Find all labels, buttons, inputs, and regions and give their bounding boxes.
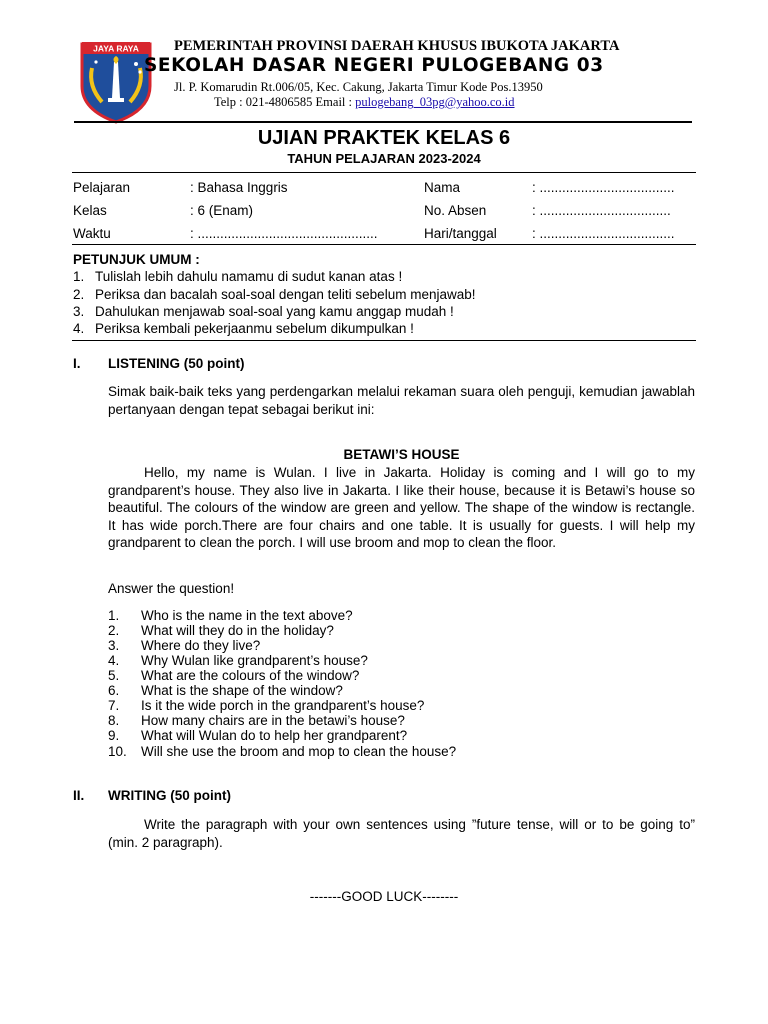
instructions-title: PETUNJUK UMUM : (73, 252, 200, 267)
letterhead-divider (74, 121, 692, 123)
instructions-divider (72, 340, 696, 341)
logo-text: JAYA RAYA (93, 43, 139, 54)
info-label-class: Kelas (73, 203, 107, 218)
question-item: 6. What is the shape of the window? (108, 683, 343, 698)
writing-instruction: Write the paragraph with your own sentences using ”future tense, will or to be going to” (min. 2 paragraph). (108, 817, 695, 850)
story-title: BETAWI’S HOUSE (343, 447, 460, 462)
question-item: 2. What will they do in the holiday? (108, 623, 334, 638)
info-label-date: Hari/tanggal (424, 226, 497, 241)
question-item: 8. How many chairs are in the betawi’s house? (108, 713, 405, 728)
info-label-time: Waktu (73, 226, 111, 241)
question-item: 4. Why Wulan like grandparent’s house? (108, 653, 368, 668)
listening-instruction: Simak baik-baik teks yang perdengarkan melalui rekaman suara oleh penguji, kemudian jawablah pertanyaan dengan tepat sebagai berikut ini: (108, 384, 695, 417)
section-number-listening: I. (73, 356, 81, 371)
story-text: Hello, my name is Wulan. I live in Jakarta. Holiday is coming and I will go to my grandparent’s house. They also live in Jakarta. I like their house, because it is Betawi’s house so beautiful. The colours of the window are green and yellow. The shape of the window is rectangle. It has wide porch.There are four chairs and one table. It is usually for guests. I will help my grandparent to clean the porch. I will use broom and mop to clean the floor. (108, 465, 695, 550)
question-item: 9. What will Wulan do to help her grandparent? (108, 728, 408, 743)
info-value-absen: : ................................... (532, 203, 671, 218)
info-label-absen: No. Absen (424, 203, 487, 218)
info-bottom-divider (72, 244, 696, 245)
question-item: 5. What are the colours of the window? (108, 668, 360, 683)
school-contact (214, 95, 515, 110)
info-top-divider (72, 172, 696, 173)
info-value-date: : .................................... (532, 226, 675, 241)
school-address: Jl. P. Komarudin Rt.006/05, Kec. Cakung, Jakarta Timur Kode Pos.13950 (174, 80, 543, 94)
info-value-name: : .................................... (532, 180, 675, 195)
good-luck-footer: -------GOOD LUCK-------- (309, 889, 459, 904)
instruction-item: 1. Tulislah lebih dahulu namamu di sudut kanan atas ! (73, 269, 403, 284)
section-title-writing: WRITING (50 point) (108, 788, 231, 803)
contact-phone: Telp : 021-4806585 Email : (214, 95, 356, 109)
question-item: 3. Where do they live? (108, 638, 261, 653)
instruction-item: 3. Dahulukan menjawab soal-soal yang kamu anggap mudah ! (73, 304, 454, 319)
exam-subtitle: TAHUN PELAJARAN 2023-2024 (287, 151, 481, 166)
info-value-class: : 6 (Enam) (190, 203, 254, 218)
section-title-listening: LISTENING (50 point) (108, 356, 245, 371)
question-item: 1. Who is the name in the text above? (108, 608, 353, 623)
info-value-time: : ................................................ (190, 226, 378, 241)
exam-title: UJIAN PRAKTEK KELAS 6 (257, 127, 511, 149)
school-logo (78, 38, 154, 124)
info-value-subject: : Bahasa Inggris (190, 180, 288, 195)
instruction-item: 4. Periksa kembali pekerjaanmu sebelum dikumpulkan ! (73, 321, 414, 336)
government-name: PEMERINTAH PROVINSI DAERAH KHUSUS IBUKOTA JAKARTA (174, 38, 620, 54)
instruction-item: 2. Periksa dan bacalah soal-soal dengan teliti sebelum menjawab! (73, 287, 476, 302)
email-link[interactable]: pulogebang_03pg@yahoo.co.id (355, 95, 515, 109)
school-name: SEKOLAH DASAR NEGERI PULOGEBANG 03 (144, 55, 604, 76)
section-number-writing: II. (73, 788, 85, 803)
question-item: 7. Is it the wide porch in the grandparent’s house? (108, 698, 425, 713)
question-item: 10. Will she use the broom and mop to clean the house? (108, 744, 457, 759)
answer-prompt: Answer the question! (108, 581, 235, 596)
info-label-name: Nama (424, 180, 461, 195)
info-label-subject: Pelajaran (73, 180, 131, 195)
